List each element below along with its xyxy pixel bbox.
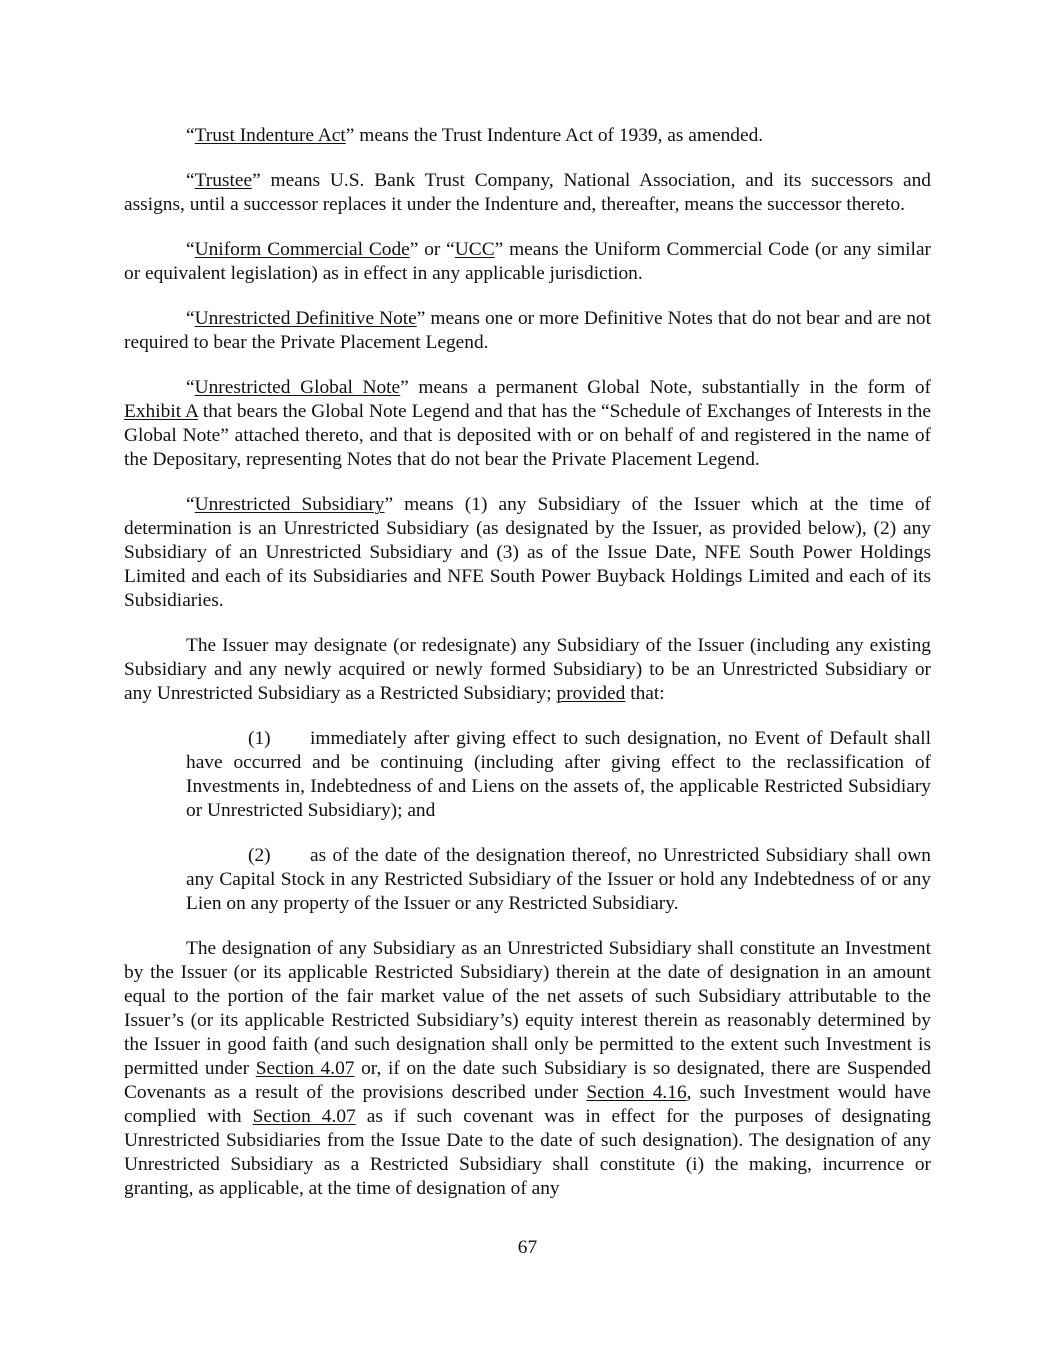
close-quote: ” [384, 494, 394, 515]
close-quote: ” [252, 170, 261, 191]
exhibit-a-reference: Exhibit A [124, 401, 198, 422]
final-text-c: , such Investment would have complied with [124, 1082, 931, 1127]
condition-number: (1) [248, 728, 271, 749]
definition-trustee [124, 169, 931, 217]
defined-term: Unrestricted Global Note [194, 377, 401, 398]
condition-item [186, 727, 931, 823]
section-reference: Section 4.07 [255, 1058, 355, 1079]
final-text-d: as if such covenant was in effect for the purposes of designating Unrestricted Subsidiaries from the Issue Date to the date of such designation). The designation of any Unrestricted Subsidiary as a Restricted Subsidiary shall constitute (i) the making, incurrence or granting, as applicable, at the time of designation of any [124, 1106, 931, 1199]
definition-text: means U.S. Bank Trust Company, National Association, and its successors and assigns, until a successor replaces it under the Indenture and, thereafter, means the successor thereto. [124, 170, 931, 215]
definition-text: means a permanent Global Note, substantially in the form of [408, 377, 931, 398]
close-quote: ” [400, 377, 409, 398]
open-quote: “ [186, 125, 195, 146]
defined-term: Trustee [194, 170, 253, 191]
open-quote: “ [186, 494, 195, 515]
definition-text-cont: that bears the Global Note Legend and that has the “Schedule of Exchanges of Interests in the Global Note” attached thereto, and that is deposited with or on behalf of and registered in the name of the Depositary, representing Notes that do not bear the Private Placement Legend. [124, 401, 931, 470]
condition-text: immediately after giving effect to such designation, no Event of Default shall have occurred and be continuing (including after giving effect to the reclassification of Investments in, Indebtedness of and Liens on the assets of, the applicable Restricted Subsidiary or Unrestricted Subsidiary); and [186, 728, 931, 821]
definition-unrestricted-global-note [124, 376, 931, 472]
close-quote: ” [494, 239, 504, 260]
defined-term-abbrev: UCC [454, 239, 495, 260]
final-paragraph [124, 937, 931, 1201]
condition-item [186, 844, 931, 916]
definition-text: means one or more Definitive Notes that do not bear and are not required to bear the Private Placement Legend. [124, 308, 931, 353]
definition-ucc [124, 238, 931, 286]
definition-unrestricted-definitive-note [124, 307, 931, 355]
definition-text: means (1) any Subsidiary of the Issuer which at the time of determination is an Unrestricted Subsidiary (as designated by the Issuer, as provided below), (2) any Subsidiary of an Unrestricted Subsidiary and (3) as of the Issue Date, NFE South Power Holdings Limited and each of its Subsidiaries and NFE South Power Buyback Holdings Limited and each of its Subsidiaries. [124, 494, 931, 611]
final-text-b: or, if on the date such Subsidiary is so designated, there are Suspended Covenants as a result of the provisions described under [124, 1058, 932, 1103]
open-quote: “ [186, 170, 195, 191]
definition-text: means the Trust Indenture Act of 1939, as amended. [354, 125, 764, 146]
designation-text: The Issuer may designate (or redesignate) any Subsidiary of the Issuer (including any existing Subsidiary and any newly acquired or newly formed Subsidiary) to be an Unrestricted Subsidiary or any Unrestricted Subsidiary as a Restricted Subsidiary; [124, 635, 931, 704]
definition-trust-indenture-act [124, 124, 931, 148]
defined-term: Unrestricted Definitive Note [194, 308, 417, 329]
definition-text: means the Uniform Commercial Code (or any similar or equivalent legislation) as in effect in any applicable jurisdiction. [124, 239, 932, 284]
open-quote: “ [186, 377, 195, 398]
page-number: 67 [517, 1237, 538, 1258]
section-reference: Section 4.07 [252, 1106, 356, 1127]
open-quote: “ [186, 239, 195, 260]
document-page [124, 124, 931, 1222]
condition-number: (2) [248, 845, 271, 866]
open-quote: “ [186, 308, 195, 329]
definition-unrestricted-subsidiary [124, 493, 931, 613]
designation-paragraph [124, 634, 931, 706]
condition-text: as of the date of the designation thereof, no Unrestricted Subsidiary shall own any Capital Stock in any Restricted Subsidiary of the Issuer or hold any Indebtedness of or any Lien on any property of the Issuer or any Restricted Subsidiary. [186, 845, 931, 914]
close-quote: ” [345, 125, 355, 146]
term-separator: ” or “ [409, 239, 455, 260]
designation-tail: that: [625, 683, 665, 704]
defined-term: Unrestricted Subsidiary [194, 494, 385, 515]
close-quote: ” [416, 308, 426, 329]
defined-term: Trust Indenture Act [194, 125, 346, 146]
final-text-a: The designation of any Subsidiary as an Unrestricted Subsidiary shall constitute an Investment by the Issuer (or its applicable Restricted Subsidiary) therein at the date of designation in an amount equal to the portion of the fair market value of the net assets of such Subsidiary attributable to the Issuer’s (or its applicable Restricted Subsidiary’s) equity interest therein as reasonably determined by the Issuer in good faith (and such designation shall only be permitted to the extent such Investment is permitted under [124, 938, 931, 1079]
defined-term: Uniform Commercial Code [194, 239, 410, 260]
section-reference: Section 4.16 [586, 1082, 687, 1103]
provided-term: provided [556, 683, 626, 704]
